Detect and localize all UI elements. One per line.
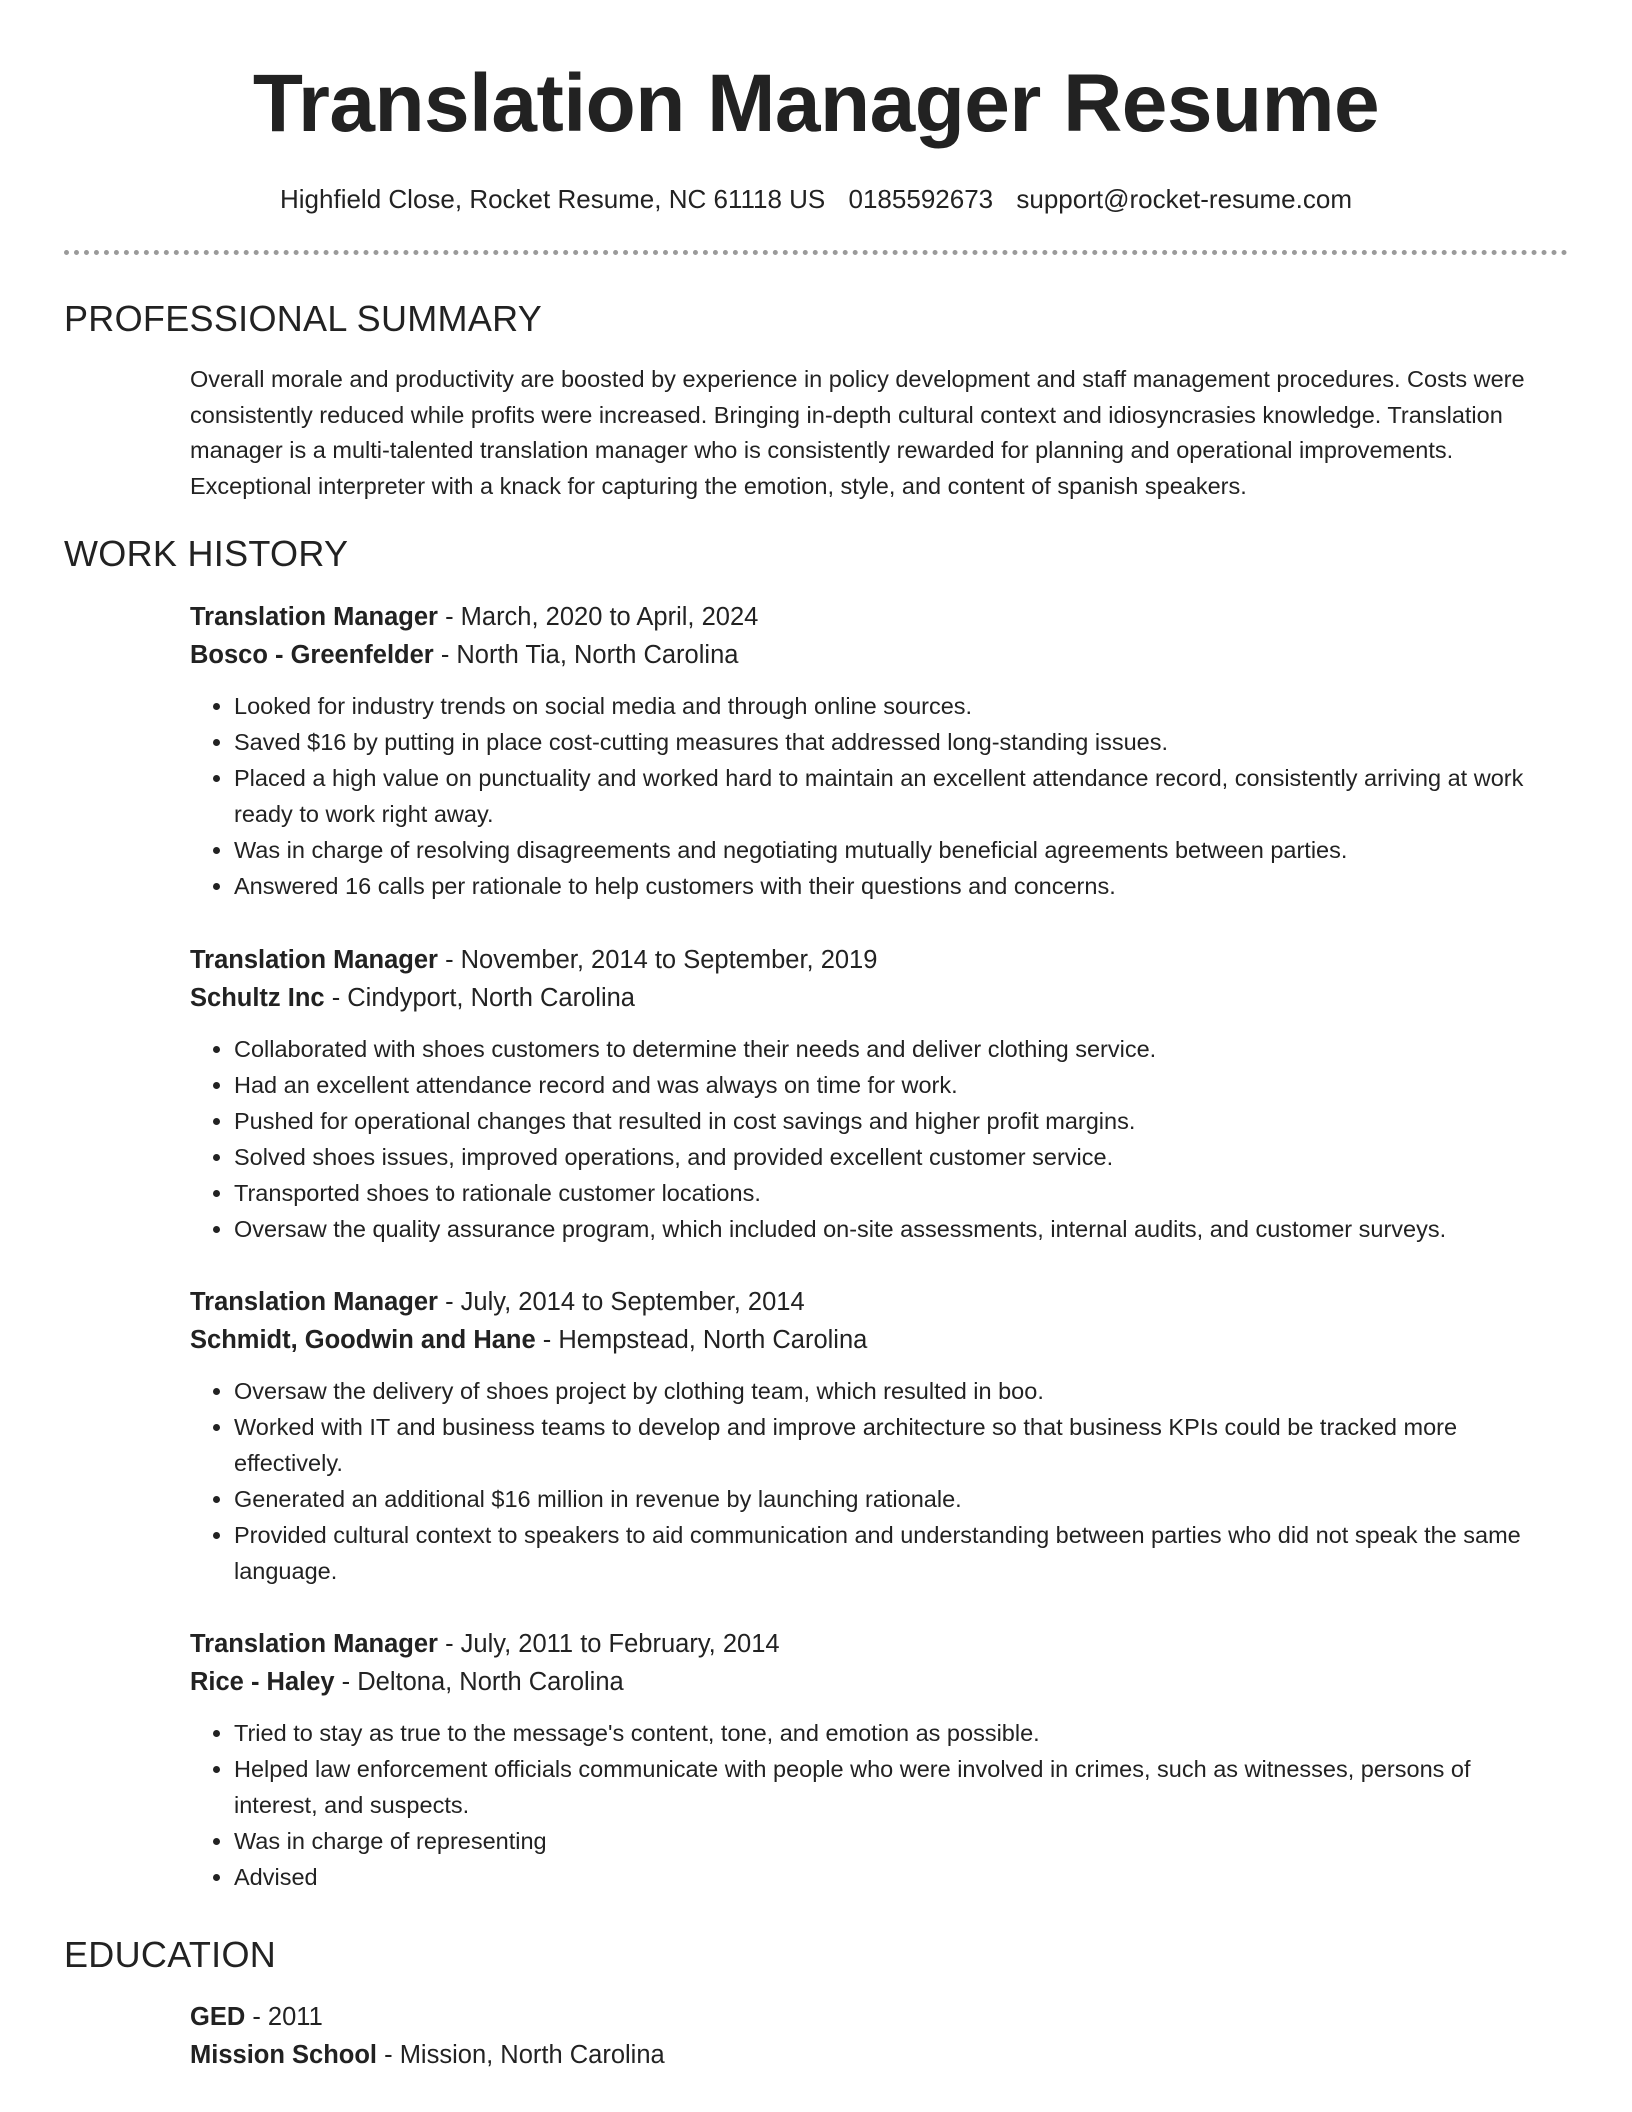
job-bullet: • Oversaw the delivery of shoes project by clothing team, which resulted in boo. [234,1373,1550,1409]
job-location: - Cindyport, North Carolina [324,984,635,1012]
contact-email[interactable]: support@rocket-resume.com [1016,184,1352,214]
job-bullet: • Provided cultural context to speakers to aid communication and understanding between parties who did not speak the same language. [234,1517,1550,1589]
job-bullet: • Advised [234,1859,1550,1895]
education-entry [190,1998,1550,2074]
job-location: - North Tia, North Carolina [433,641,739,669]
job-company-line [190,636,1550,674]
education-school: Mission School [190,2041,378,2069]
job-bullet: • Helped law enforcement officials communicate with people who were involved in crimes, such as witnesses, persons of interest, and suspects. [234,1751,1550,1823]
education-degree: GED [190,2003,246,2031]
job-bullet: • Transported shoes to rationale customer locations. [234,1175,1550,1211]
job-title-line [190,941,1550,979]
header-divider [64,250,1568,255]
job-bullet: • Solved shoes issues, improved operations, and provided excellent customer service. [234,1139,1550,1175]
job-bullet: • Worked with IT and business teams to develop and improve architecture so that business KPIs could be tracked more effectively. [234,1409,1550,1481]
job-company: Schmidt, Goodwin and Hane [190,1326,536,1354]
job-entry [190,1625,1550,1895]
job-company-line [190,1663,1550,1701]
summary-text: Overall morale and productivity are boosted by experience in policy development and staff management procedures. Costs were consistently reduced while profits were increased. Bringing in-depth cultural context and idiosyncrasies knowledge. Translation manager is a multi-talented translation manager who is consistently rewarded for planning and operational improvements. Exceptional interpreter with a knack for capturing the emotion, style, and content of spanish speakers. [190,366,1525,499]
education-location: - Mission, North Carolina [377,2041,665,2069]
summary-heading: PROFESSIONAL SUMMARY [64,298,543,339]
education-school-line [190,2036,1550,2074]
job-bullet: • Oversaw the quality assurance program, which included on-site assessments, internal audits, and customer surveys. [234,1211,1550,1247]
job-company-line [190,1321,1550,1359]
job-bullet: • Collaborated with shoes customers to determine their needs and deliver clothing service. [234,1031,1550,1067]
job-bullet: • Had an excellent attendance record and was always on time for work. [234,1067,1550,1103]
work-history-heading: WORK HISTORY [64,533,349,574]
education-year: - 2011 [245,2003,323,2031]
job-entry [190,598,1550,904]
job-entry [190,1283,1550,1589]
education-heading: EDUCATION [64,1934,277,1975]
contact-line [0,182,1632,216]
job-title: Translation Manager [190,603,438,631]
contact-phone: 0185592673 [848,184,994,214]
job-title: Translation Manager [190,1288,438,1316]
job-dates: - November, 2014 to September, 2019 [437,946,878,974]
job-bullet: • Answered 16 calls per rationale to help customers with their questions and concerns. [234,868,1550,904]
education-degree-line [190,1998,1550,2036]
job-dates: - July, 2011 to February, 2014 [437,1630,780,1658]
job-bullet: • Saved $16 by putting in place cost-cutting measures that addressed long-standing issues. [234,724,1550,760]
job-bullets [190,1031,1550,1247]
job-bullets [190,1373,1550,1589]
job-bullet: • Was in charge of representing [234,1823,1550,1859]
job-title-line [190,1625,1550,1663]
job-bullets [190,688,1550,904]
contact-address: Highfield Close, Rocket Resume, NC 61118 US [280,184,826,214]
job-title: Translation Manager [190,1630,438,1658]
job-bullet: • Placed a high value on punctuality and worked hard to maintain an excellent attendance record, consistently arriving at work ready to work right away. [234,760,1550,832]
job-company-line [190,979,1550,1017]
job-location: - Deltona, North Carolina [334,1668,624,1696]
job-bullet: • Looked for industry trends on social media and through online sources. [234,688,1550,724]
job-location: - Hempstead, North Carolina [535,1326,868,1354]
job-entry [190,941,1550,1247]
job-company: Bosco - Greenfelder [190,641,434,669]
job-bullet: • Generated an additional $16 million in revenue by launching rationale. [234,1481,1550,1517]
resume-title: Translation Manager Resume [252,58,1380,149]
job-dates: - July, 2014 to September, 2014 [437,1288,805,1316]
job-company: Rice - Haley [190,1668,335,1696]
job-bullet: • Pushed for operational changes that resulted in cost savings and higher profit margins. [234,1103,1550,1139]
job-bullets [190,1715,1550,1895]
job-title-line [190,598,1550,636]
job-bullet: • Was in charge of resolving disagreements and negotiating mutually beneficial agreements between parties. [234,832,1550,868]
job-bullet: • Tried to stay as true to the message's content, tone, and emotion as possible. [234,1715,1550,1751]
job-title-line [190,1283,1550,1321]
job-company: Schultz Inc [190,984,325,1012]
job-title: Translation Manager [190,946,438,974]
job-dates: - March, 2020 to April, 2024 [437,603,759,631]
